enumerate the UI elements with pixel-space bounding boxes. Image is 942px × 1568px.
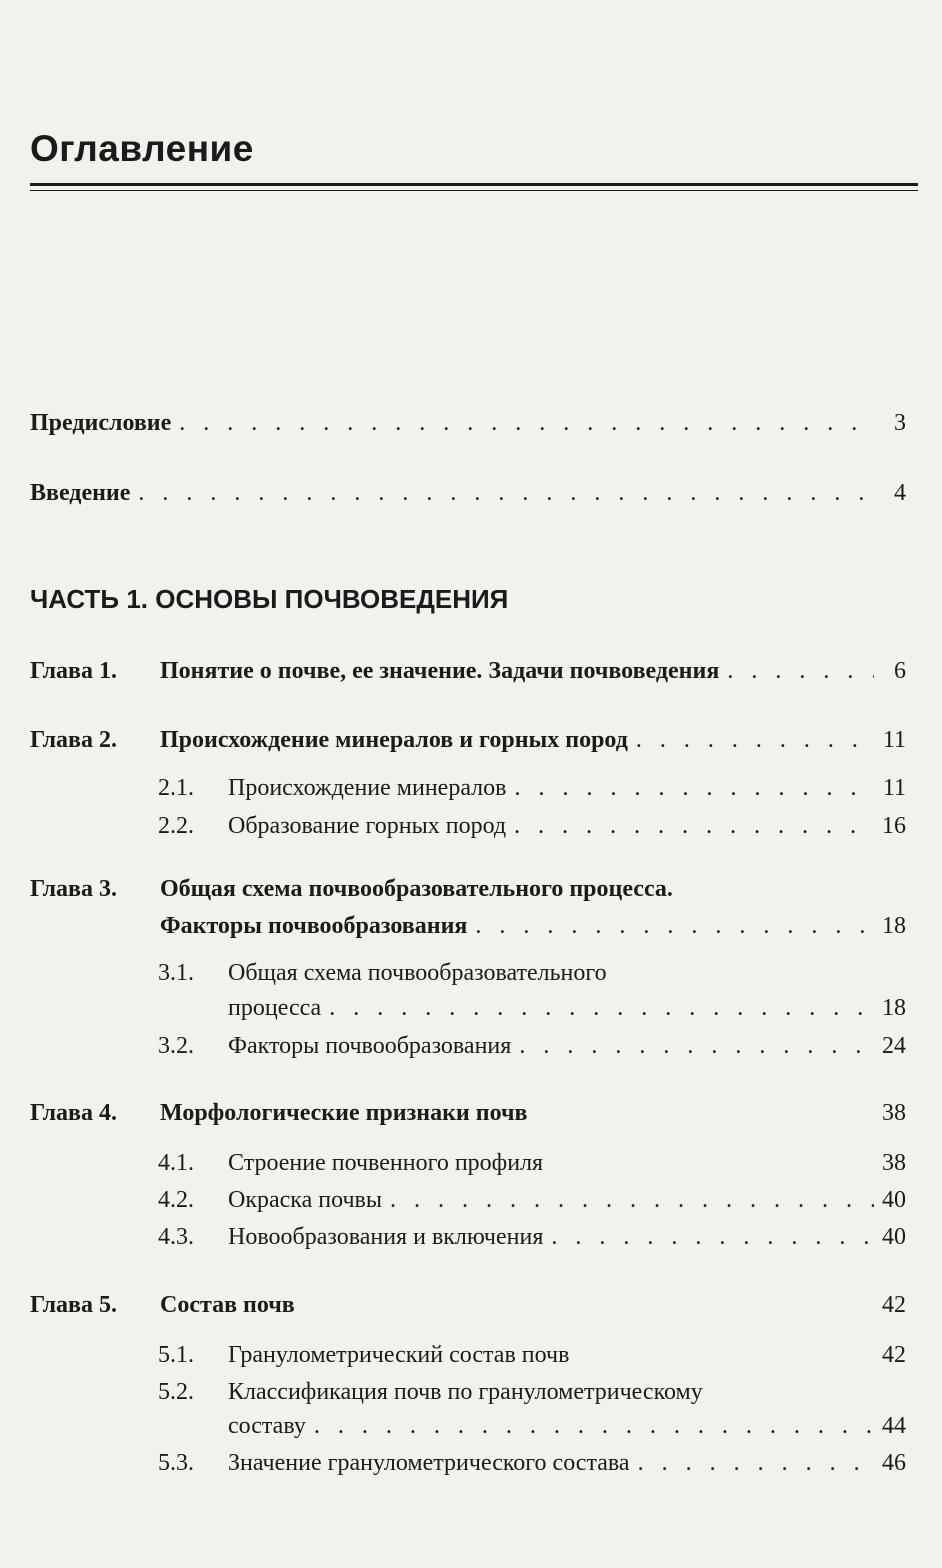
section-title: Происхождение минералов [228,775,507,801]
chapter-title-cont: Факторы почвообразования [160,913,468,939]
entry-page: 38 [882,1100,906,1126]
toc-chapter-4[interactable] [30,1098,906,1128]
section-number: 2.1. [158,775,194,801]
section-title: Факторы почвообразования [228,1033,512,1059]
toc-section-2-2[interactable] [30,811,906,841]
toc-section-5-2-line1[interactable] [158,1377,703,1407]
section-number: 4.1. [158,1150,194,1176]
leader-dots [138,478,874,508]
page-title: Оглавление [30,128,254,169]
entry-page: 38 [882,1150,906,1176]
toc-chapter-1[interactable] [30,656,906,686]
chapter-title: Понятие о почве, ее значение. Задачи почвоведения [160,658,720,684]
title-rule-thick [30,183,918,186]
toc-entry-preface[interactable] [30,408,906,438]
leader-dots [519,1031,874,1061]
section-title: Образование горных пород [228,813,507,839]
entry-page: 11 [882,727,906,753]
chapter-number: Глава 4. [30,1100,117,1126]
toc-section-5-1[interactable] [30,1340,906,1370]
section-number: 5.2. [158,1379,194,1405]
toc-section-3-1-line1[interactable] [158,958,607,988]
chapter-title: Состав почв [160,1292,295,1318]
toc-section-3-2[interactable] [30,1031,906,1061]
chapter-number: Глава 2. [30,727,117,753]
entry-page: 11 [882,775,906,801]
section-title: Классификация почв по гранулометрическому [228,1379,703,1405]
section-title: Гранулометрический состав почв [228,1342,570,1368]
chapter-title: Происхождение минералов и горных пород [160,727,628,753]
leader-dots [390,1185,874,1215]
toc-section-2-1[interactable] [30,773,906,803]
section-title: Значение гранулометрического состава [228,1450,630,1476]
toc-chapter-3-line2[interactable] [160,911,906,941]
section-number: 3.2. [158,1033,194,1059]
section-title: Окраска почвы [228,1187,382,1213]
toc-section-4-3[interactable] [30,1222,906,1252]
section-number: 5.3. [158,1450,194,1476]
toc-chapter-2[interactable] [30,725,906,755]
section-number: 5.1. [158,1342,194,1368]
entry-title: Введение [30,480,131,506]
leader-dots [636,725,874,755]
toc-chapter-3-line1[interactable] [30,874,906,904]
section-number: 3.1. [158,960,194,986]
entry-page: 40 [882,1224,906,1250]
toc-section-5-2-line2[interactable] [228,1411,906,1441]
entry-page: 6 [894,658,906,684]
leader-dots [727,656,874,686]
entry-page: 42 [882,1342,906,1368]
leader-dots [514,773,874,803]
section-title: Новообразования и включения [228,1224,544,1250]
chapter-title: Общая схема почвообразовательного процесса. [160,876,673,902]
section-number: 4.2. [158,1187,194,1213]
section-title: Строение почвенного профиля [228,1150,544,1176]
entry-page: 3 [894,410,906,436]
entry-page: 18 [882,913,906,939]
entry-page: 24 [882,1033,906,1059]
leader-dots [551,1222,874,1252]
entry-page: 40 [882,1187,906,1213]
chapter-title: Морфологические признаки почв [160,1100,528,1126]
toc-chapter-5[interactable] [30,1290,906,1320]
toc-part-1[interactable] [30,584,906,614]
section-number: 4.3. [158,1224,194,1250]
section-title-cont: процесса [228,995,322,1021]
toc-section-4-2[interactable] [30,1185,906,1215]
leader-dots [514,811,874,841]
leader-dots [179,408,874,438]
leader-dots [475,911,874,941]
leader-dots [329,993,874,1023]
entry-page: 46 [882,1450,906,1476]
leader-dots [314,1411,874,1441]
section-number: 2.2. [158,813,194,839]
entry-page: 44 [882,1413,906,1439]
toc-section-4-1[interactable] [30,1148,906,1178]
part-title: ЧАСТЬ 1. ОСНОВЫ ПОЧВОВЕДЕНИЯ [30,584,509,614]
leader-dots [638,1448,874,1478]
chapter-number: Глава 1. [30,658,117,684]
section-title-cont: составу [228,1413,306,1439]
toc-entry-intro[interactable] [30,478,906,508]
toc-section-5-3[interactable] [30,1448,906,1478]
chapter-number: Глава 5. [30,1292,117,1318]
entry-page: 16 [882,813,906,839]
entry-title: Предисловие [30,410,172,436]
toc-section-3-1-line2[interactable] [228,993,906,1023]
title-rule-thin [30,190,918,191]
entry-page: 18 [882,995,906,1021]
section-title: Общая схема почвообразовательного [228,960,607,986]
entry-page: 42 [882,1292,906,1318]
entry-page: 4 [894,480,906,506]
chapter-number: Глава 3. [30,876,117,902]
